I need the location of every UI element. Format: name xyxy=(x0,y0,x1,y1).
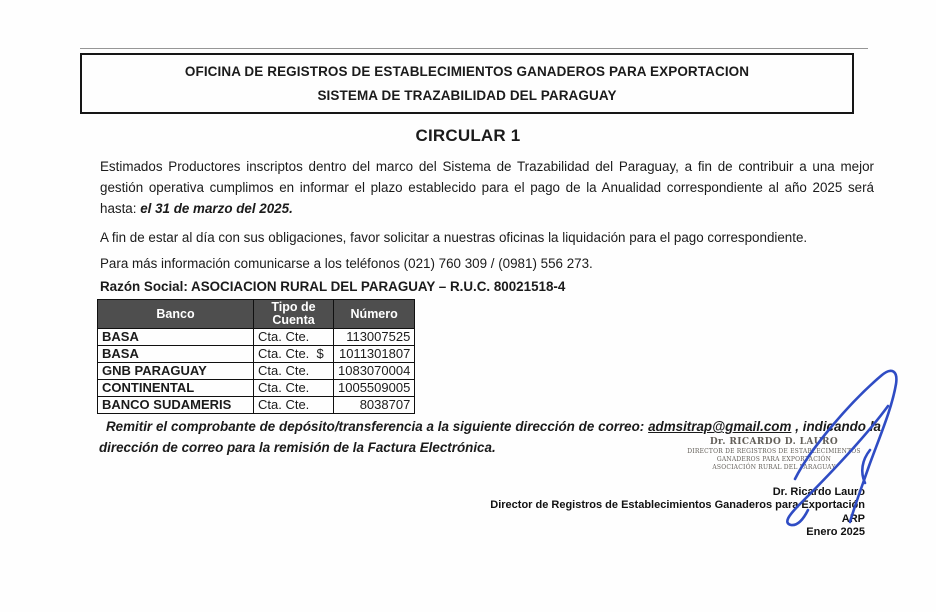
cell-numero: 8038707 xyxy=(334,397,415,414)
cell-tipo: Cta. Cte. xyxy=(254,363,334,380)
email-link[interactable]: admsitrap@gmail.com xyxy=(648,419,792,434)
table-row xyxy=(98,329,415,346)
stamp-org: ASOCIACIÓN RURAL DEL PARAGUAY xyxy=(712,464,836,471)
razon-social-line: Razón Social: ASOCIACION RURAL DEL PARAGUAY – R.U.C. 80021518-4 xyxy=(100,279,566,294)
paragraph-phones: Para más información comunicarse a los teléfonos (021) 760 309 / (0981) 556 273. xyxy=(100,256,593,271)
table-row xyxy=(98,397,415,414)
cell-tipo: Cta. Cte. xyxy=(254,397,334,414)
signatory-org: ARP xyxy=(841,512,865,525)
paragraph-deadline-text: Estimados Productores inscriptos dentro del marco del Sistema de Trazabilidad del Paraguay, a fin de contribuir a una mejor gestión operativa cumplimos en informar el plazo establecido para el pago de la Anualidad correspondiente al año 2025 será hasta: xyxy=(100,159,874,216)
cell-tipo: Cta. Cte. xyxy=(254,380,334,397)
cell-banco: BANCO SUDAMERIS xyxy=(98,397,254,414)
document-title: CIRCULAR 1 xyxy=(415,126,521,145)
stamp-title-line-2: GANADEROS PARA EXPORTACIÓN xyxy=(716,456,832,463)
signatory-title: Director de Registros de Establecimientos Ganaderos para Exportación xyxy=(490,499,865,512)
cell-numero: 1005509005 xyxy=(334,380,415,397)
stamp-title-line-1: DIRECTOR DE REGISTROS DE ESTABLECIMIENTOS xyxy=(687,448,861,455)
stamp-name: Dr. RICARDO D. LAURO xyxy=(709,437,839,447)
table-row xyxy=(98,346,415,363)
remittance-note-text-2: , indicando la dirección de correo para la remisión de la Factura Electrónica. xyxy=(99,419,881,455)
cell-numero: 113007525 xyxy=(334,329,415,346)
letterhead-line-2: SISTEMA DE TRAZABILIDAD DEL PARAGUAY xyxy=(317,88,617,103)
cell-numero: 1011301807 xyxy=(334,346,415,363)
scan-artifact-line xyxy=(80,48,868,49)
column-header-banco: Banco xyxy=(98,300,254,329)
handwritten-signature xyxy=(770,364,906,532)
cell-banco: CONTINENTAL xyxy=(98,380,254,397)
table-header-row xyxy=(98,300,415,329)
table-row xyxy=(98,363,415,380)
table-row xyxy=(98,380,415,397)
deadline-date-emphasis: el 31 de marzo del 2025. xyxy=(140,201,293,216)
cell-banco: GNB PARAGUAY xyxy=(98,363,254,380)
signatory-name: Dr. Ricardo Lauro xyxy=(772,486,865,498)
paragraph-deadline xyxy=(100,156,874,219)
cell-banco: BASA xyxy=(98,329,254,346)
cell-tipo: Cta. Cte. xyxy=(254,329,334,346)
column-header-numero: Número xyxy=(334,300,415,329)
letterhead-box xyxy=(80,53,854,114)
bank-accounts-table xyxy=(97,299,415,414)
column-header-tipo-cuenta: Tipo de Cuenta xyxy=(254,300,334,329)
letterhead-line-1: OFICINA DE REGISTROS DE ESTABLECIMIENTOS GANADEROS PARA EXPORTACION xyxy=(184,64,750,79)
signature-date: Enero 2025 xyxy=(806,526,865,539)
cell-tipo: Cta. Cte. $ xyxy=(254,346,334,363)
cell-banco: BASA xyxy=(98,346,254,363)
remittance-note-text-1: Remitir el comprobante de depósito/transferencia a la siguiente dirección de correo: xyxy=(106,419,649,434)
paragraph-obligations: A fin de estar al día con sus obligaciones, favor solicitar a nuestras oficinas la liquidación para el pago correspondiente. xyxy=(100,230,808,245)
cell-numero: 1083070004 xyxy=(334,363,415,380)
